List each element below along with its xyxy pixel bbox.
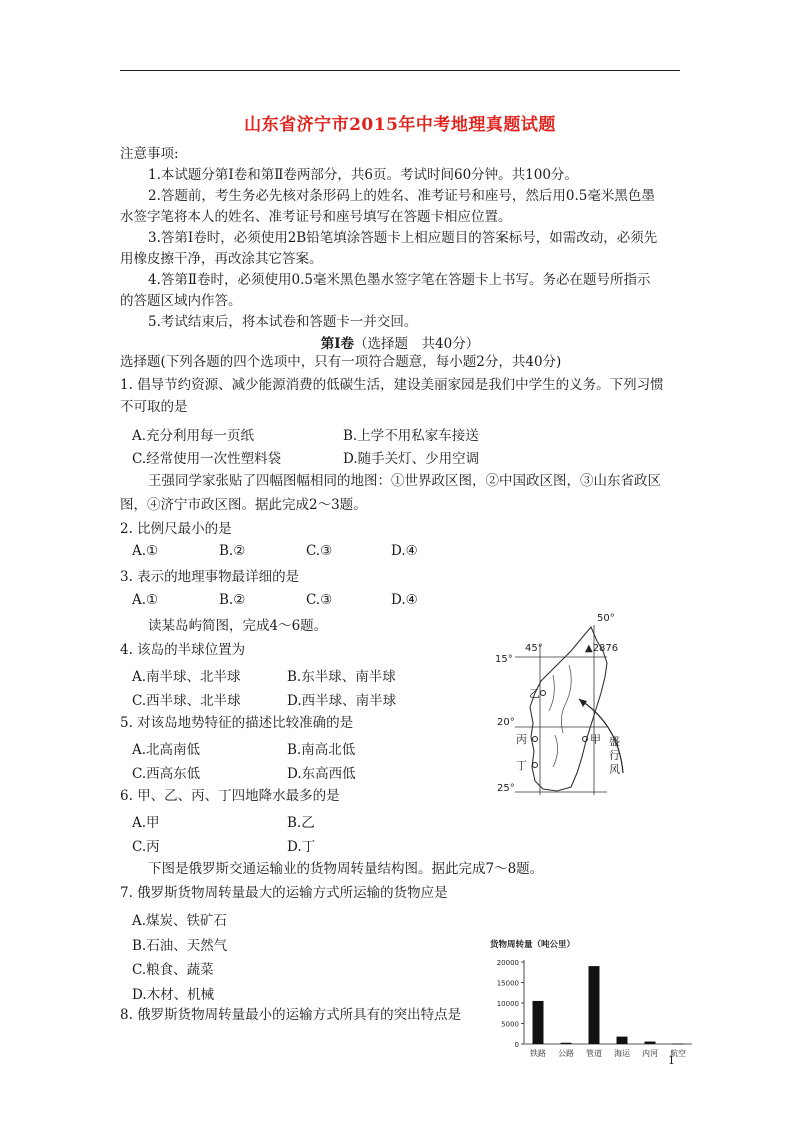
y-tick-label: 5000 [501, 1020, 519, 1029]
river-line [553, 735, 558, 767]
notice-item-4: 4.答第Ⅱ卷时，必须使用0.5毫米黑色墨水签字笔在答题卡上书写。务必在题号所指示 [148, 272, 651, 288]
place-mark-ding [533, 763, 538, 768]
q2-option-d: D.④ [391, 543, 418, 559]
q7-option-c: C.粮食、蔬菜 [132, 962, 214, 978]
notice-item-5: 5.考试结束后，将本试卷和答题卡一并交回。 [148, 314, 418, 330]
bar-6 [673, 1044, 684, 1045]
passage-3: 下图是俄罗斯交通运输业的货物周转量结构图。据此完成7～8题。 [148, 861, 544, 877]
wind-label-2: 行 [609, 749, 620, 762]
place-mark-yi [541, 691, 546, 696]
passage-1-cont: 图，④济宁市政区图。据此完成2～3题。 [120, 497, 367, 513]
q1-option-a: A.充分利用每一页纸 [132, 428, 255, 444]
q4-stem: 4. 该岛的半球位置为 [120, 642, 246, 658]
q2-option-c: C.③ [306, 543, 333, 559]
x-tick-label: 公路 [558, 1049, 574, 1058]
place-label-jia: 甲 [590, 733, 601, 746]
bar-2 [561, 1043, 572, 1044]
lat-label-25: 25° [497, 783, 515, 794]
header-rule [120, 70, 680, 71]
notice-item-1: 1.本试题分第Ⅰ卷和第Ⅱ卷两部分，共6页。考试时间60分钟。共100分。 [148, 167, 578, 183]
freight-bar-chart [480, 935, 700, 1065]
q5-option-b: B.南高北低 [287, 742, 356, 758]
y-tick-label: 10000 [496, 1000, 519, 1008]
place-mark-bing [533, 737, 538, 742]
q6-option-a: A.甲 [132, 815, 160, 831]
place-label-bing: 丙 [516, 733, 527, 746]
section-heading [0, 332, 800, 352]
y-tick-label: 0 [514, 1041, 519, 1049]
peak-label: ▲2876 [585, 643, 619, 654]
q6-option-b: B.乙 [287, 815, 315, 831]
q6-option-c: C.丙 [132, 839, 160, 855]
q4-option-a: A.南半球、北半球 [132, 669, 241, 685]
river-line [561, 665, 571, 733]
page-number: 1 [668, 1054, 675, 1067]
page-title: 山东省济宁市2015年中考地理真题试题 [244, 115, 556, 135]
wind-label-1: 盛 [609, 735, 620, 748]
x-tick-label: 海运 [614, 1049, 630, 1058]
q2-option-b: B.② [219, 543, 246, 559]
place-label-yi: 乙 [529, 687, 540, 700]
bar-3 [589, 966, 600, 1044]
q3-stem: 3. 表示的地理事物最详细的是 [120, 569, 300, 585]
notice-item-4-cont: 的答题区域内作答。 [120, 293, 242, 309]
bar-5 [645, 1042, 656, 1044]
wind-label-3: 风 [609, 763, 620, 776]
q3-option-d: D.④ [391, 592, 418, 608]
passage-2: 读某岛屿简图，完成4～6题。 [148, 618, 328, 634]
notice-heading: 注意事项: [120, 146, 179, 162]
lon-label-50: 50° [597, 613, 615, 624]
chart-title: 货物周转量（吨公里） [490, 940, 576, 950]
x-tick-label: 管道 [586, 1049, 602, 1058]
q1-option-c: C.经常使用一次性塑料袋 [132, 451, 282, 467]
q6-stem: 6. 甲、乙、丙、丁四地降水最多的是 [120, 788, 340, 804]
notice-item-2: 2.答题前，考生务必先核对条形码上的姓名、准考证号和座号，然后用0.5毫米黑色墨 [148, 188, 655, 204]
bar-4 [617, 1037, 628, 1044]
bar-1 [533, 1001, 544, 1044]
q5-option-a: A.北高南低 [132, 742, 201, 758]
notice-item-3-cont: 用橡皮擦干净，再改涂其它答案。 [120, 251, 323, 267]
island-map [495, 605, 635, 800]
q7-option-b: B.石油、天然气 [132, 938, 228, 954]
q1-stem: 1. 倡导节约资源、减少能源消费的低碳生活，建设美丽家园是我们中学生的义务。下列习惯 [120, 377, 664, 393]
q1-stem-cont: 不可取的是 [120, 399, 188, 415]
q5-option-d: D.东高西低 [287, 766, 356, 782]
x-tick-label: 内河 [642, 1049, 658, 1058]
lat-label-20: 20° [497, 717, 515, 728]
wind-arrowhead [579, 699, 587, 707]
q3-option-c: C.③ [306, 592, 333, 608]
river-line [549, 675, 554, 711]
q3-option-a: A.① [132, 592, 159, 608]
x-tick-label: 铁路 [530, 1049, 546, 1058]
q8-stem: 8. 俄罗斯货物周转量最小的运输方式所具有的突出特点是 [120, 1007, 462, 1023]
x-tick-label: 航空 [670, 1049, 686, 1058]
q5-stem: 5. 对该岛地势特征的描述比较准确的是 [120, 715, 354, 731]
q7-option-a: A.煤炭、铁矿石 [132, 913, 228, 929]
q5-option-c: C.西高东低 [132, 766, 201, 782]
q4-option-b: B.东半球、南半球 [287, 669, 396, 685]
place-label-ding: 丁 [516, 759, 527, 772]
q4-option-d: D.西半球、南半球 [287, 693, 397, 709]
y-tick-label: 15000 [496, 979, 519, 988]
notice-item-3: 3.答第Ⅰ卷时，必须使用2B铅笔填涂答题卡上相应题目的答案标号，如需改动，必须先 [148, 230, 658, 246]
section-title: 第Ⅰ卷 [320, 336, 355, 352]
y-tick-label: 20000 [496, 959, 519, 967]
q3-option-b: B.② [219, 592, 246, 608]
q7-option-d: D.木材、机械 [132, 987, 215, 1003]
q7-stem: 7. 俄罗斯货物周转量最大的运输方式所运输的货物应是 [120, 885, 448, 901]
q2-stem: 2. 比例尺最小的是 [120, 521, 232, 537]
q1-option-b: B.上学不用私家车接送 [343, 428, 479, 444]
choice-intro: 选择题(下列各题的四个选项中，只有一项符合题意，每小题2分，共40分) [120, 354, 562, 370]
q6-option-d: D.丁 [287, 839, 316, 855]
notice-item-2-cont: 水签字笔将本人的姓名、准考证号和座号填写在答题卡相应位置。 [120, 209, 512, 225]
section-subtitle: （选择题 共40分） [354, 336, 480, 352]
q1-option-d: D.随手关灯、少用空调 [343, 451, 480, 467]
q2-option-a: A.① [132, 543, 159, 559]
lon-label-45: 45° [525, 643, 543, 654]
lat-label-15: 15° [495, 654, 513, 665]
passage-1: 王强同学家张贴了四幅图幅相同的地图：①世界政区图，②中国政区图，③山东省政区 [148, 473, 661, 489]
q4-option-c: C.西半球、北半球 [132, 693, 241, 709]
